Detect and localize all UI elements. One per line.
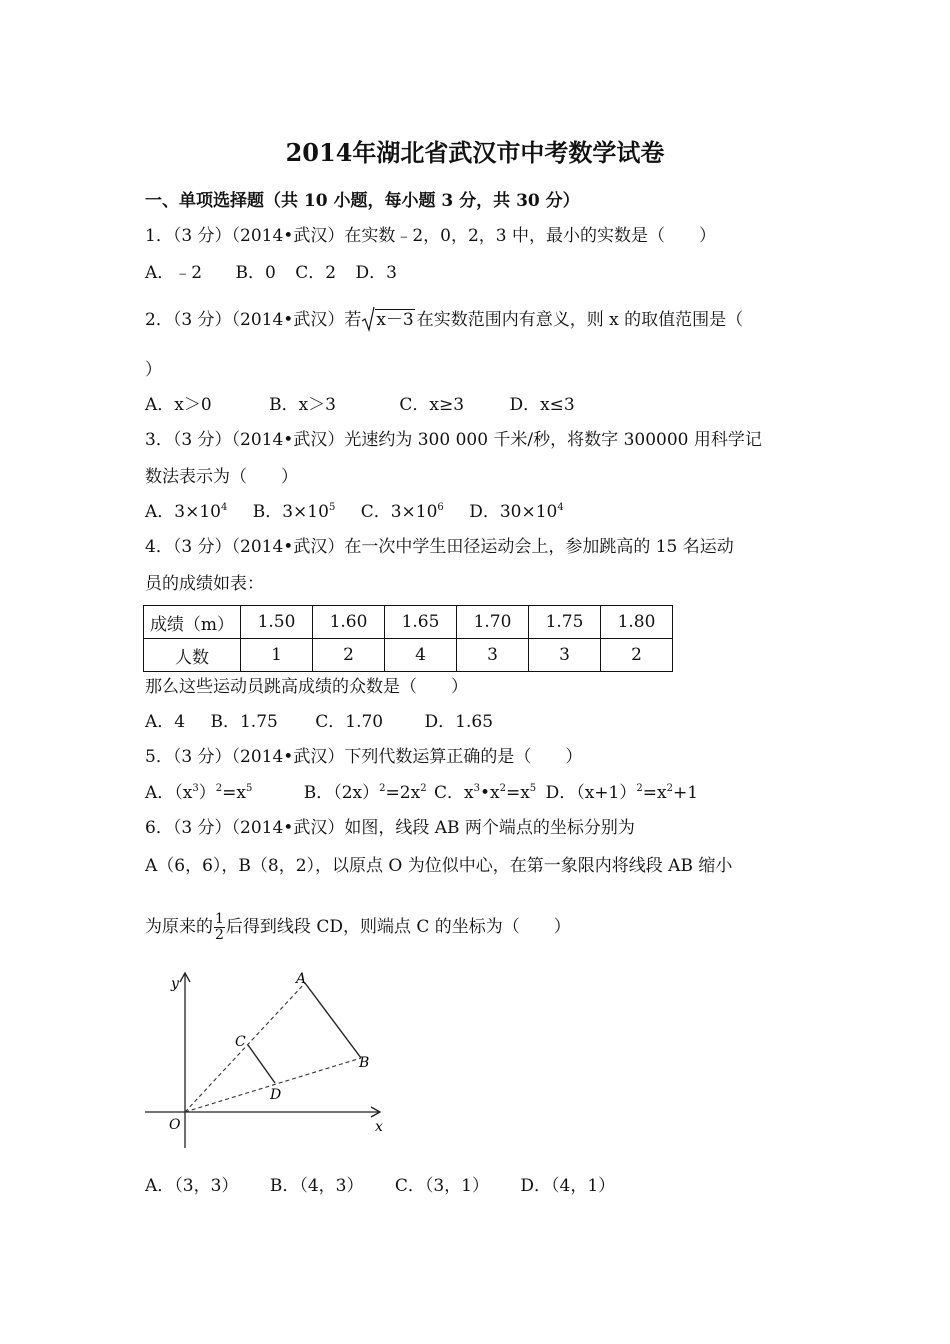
q2-option-c[interactable]: C．x≥3: [399, 395, 465, 415]
q4-option-b[interactable]: B．1.75: [210, 712, 278, 732]
section-heading: 一、单项选择题（共 10 小题，每小题 3 分，共 30 分）: [145, 191, 580, 211]
label-d: D: [270, 1087, 282, 1103]
table-cell: 1.65: [385, 606, 457, 639]
q3-option-a[interactable]: A．$3\times 10^4$: [145, 502, 228, 522]
q2-stem-post: 在实数范围内有意义，则 x 的取值范围是（: [416, 310, 744, 330]
q4-option-d[interactable]: D．1.65: [424, 712, 494, 732]
q6-option-a[interactable]: A．（3，3）: [145, 1176, 239, 1196]
fraction-numerator: 1: [215, 911, 224, 927]
q6-stem-line3-post: 后得到线段 CD，则端点 C 的坐标为（ ）: [225, 917, 571, 937]
q1-option-b[interactable]: B．0: [235, 263, 276, 283]
q6-options: [145, 1175, 615, 1197]
q2-stem: [145, 309, 743, 331]
table-cell: 3: [457, 639, 529, 672]
q6-stem-line2: A（6，6），B（8，2），以原点 O 为位似中心，在第一象限内将线段 AB 缩小: [145, 856, 733, 876]
label-x: x: [375, 1119, 383, 1135]
q5-option-d[interactable]: D．$(x+1)^2=x^2+1$: [545, 783, 699, 803]
q6-stem-line3: [145, 910, 571, 944]
q3-option-b[interactable]: B．$3\times 10^5$: [252, 502, 336, 522]
table-cell: 2: [601, 639, 673, 672]
table-row: [144, 639, 673, 672]
q2-stem-cont: ）: [145, 360, 162, 380]
table-cell: 4: [385, 639, 457, 672]
q3-options: [145, 501, 564, 523]
q1-option-a[interactable]: A．﹣2: [145, 263, 203, 283]
q1-stem: 1．（3 分）（2014•武汉）在实数﹣2，0，2，3 中，最小的实数是（ ）: [145, 226, 716, 246]
q3-option-c[interactable]: C．$3\times 10^6$: [360, 502, 444, 522]
q4-stem-line1: 4．（3 分）（2014•武汉）在一次中学生田径运动会上，参加跳高的 15 名运动: [145, 537, 734, 557]
q6-stem-line1: 6．（3 分）（2014•武汉）如图，线段 AB 两个端点的坐标分别为: [145, 818, 635, 838]
label-a: A: [296, 971, 307, 987]
table-cell: 1.75: [529, 606, 601, 639]
segment-cd: [248, 1045, 275, 1083]
q4-option-a[interactable]: A．4: [145, 712, 186, 732]
q5-options: [145, 782, 698, 804]
q1-option-c[interactable]: C．2: [295, 263, 337, 283]
label-o: O: [169, 1117, 181, 1133]
q5-option-b[interactable]: B．$(2x)^2=2x^2$: [303, 783, 427, 803]
label-c: C: [235, 1034, 246, 1050]
q2-option-b[interactable]: B．x＞3: [269, 395, 336, 415]
q3-stem-line1: 3．（3 分）（2014•武汉）光速约为 300 000 千米/秒，将数字 300000 用科学记: [145, 430, 762, 450]
label-y: y: [171, 976, 179, 992]
q2-option-a[interactable]: A．x＞0: [145, 395, 212, 415]
q1-option-d[interactable]: D．3: [355, 263, 397, 283]
q6-option-d[interactable]: D．（4，1）: [520, 1176, 616, 1196]
q6-option-b[interactable]: B．（4，3）: [269, 1176, 364, 1196]
table-cell: 3: [529, 639, 601, 672]
table-cell: 2: [313, 639, 385, 672]
q6-stem-line3-pre: 为原来的: [145, 917, 213, 937]
table-header-cell: 成绩（m）: [144, 606, 241, 639]
radicand: x－3: [376, 310, 414, 330]
ray-ob: [185, 1058, 361, 1112]
table-row: [144, 606, 673, 639]
q5-stem: 5．（3 分）（2014•武汉）下列代数运算正确的是（ ）: [145, 747, 583, 767]
label-b: B: [359, 1055, 370, 1071]
segment-ab: [305, 983, 361, 1058]
score-table: [143, 605, 673, 672]
fraction: [214, 912, 225, 943]
sqrt-expression: [361, 309, 414, 331]
table-cell: 1.60: [313, 606, 385, 639]
q4-options: [145, 711, 493, 733]
q2-stem-pre: 2．（3 分）（2014•武汉）若: [145, 310, 362, 330]
fraction-denominator: 2: [215, 927, 224, 943]
q4-option-c[interactable]: C．1.70: [315, 712, 384, 732]
table-cell: 1: [241, 639, 313, 672]
q2-option-d[interactable]: D．x≤3: [509, 395, 575, 415]
q5-option-c[interactable]: C．$x^3•x^2=x^5$: [433, 783, 537, 803]
q4-stem-after: 那么这些运动员跳高成绩的众数是（ ）: [145, 677, 468, 697]
coordinate-figure: [140, 965, 390, 1155]
q2-options: [145, 394, 575, 416]
q5-option-a[interactable]: A．$(x^3)^2=x^5$: [145, 783, 253, 803]
page-title: 2014年湖北省武汉市中考数学试卷: [285, 138, 665, 167]
q1-options: [145, 262, 397, 284]
table-header-cell: 人数: [144, 639, 241, 672]
table-cell: 1.50: [241, 606, 313, 639]
q3-stem-line2: 数法表示为（ ）: [145, 467, 298, 487]
q6-option-c[interactable]: C．（3，1）: [394, 1176, 489, 1196]
q3-option-d[interactable]: D．$30\times 10^4$: [469, 502, 564, 522]
table-cell: 1.70: [457, 606, 529, 639]
q4-stem-line2: 员的成绩如表：: [145, 574, 264, 594]
table-cell: 1.80: [601, 606, 673, 639]
